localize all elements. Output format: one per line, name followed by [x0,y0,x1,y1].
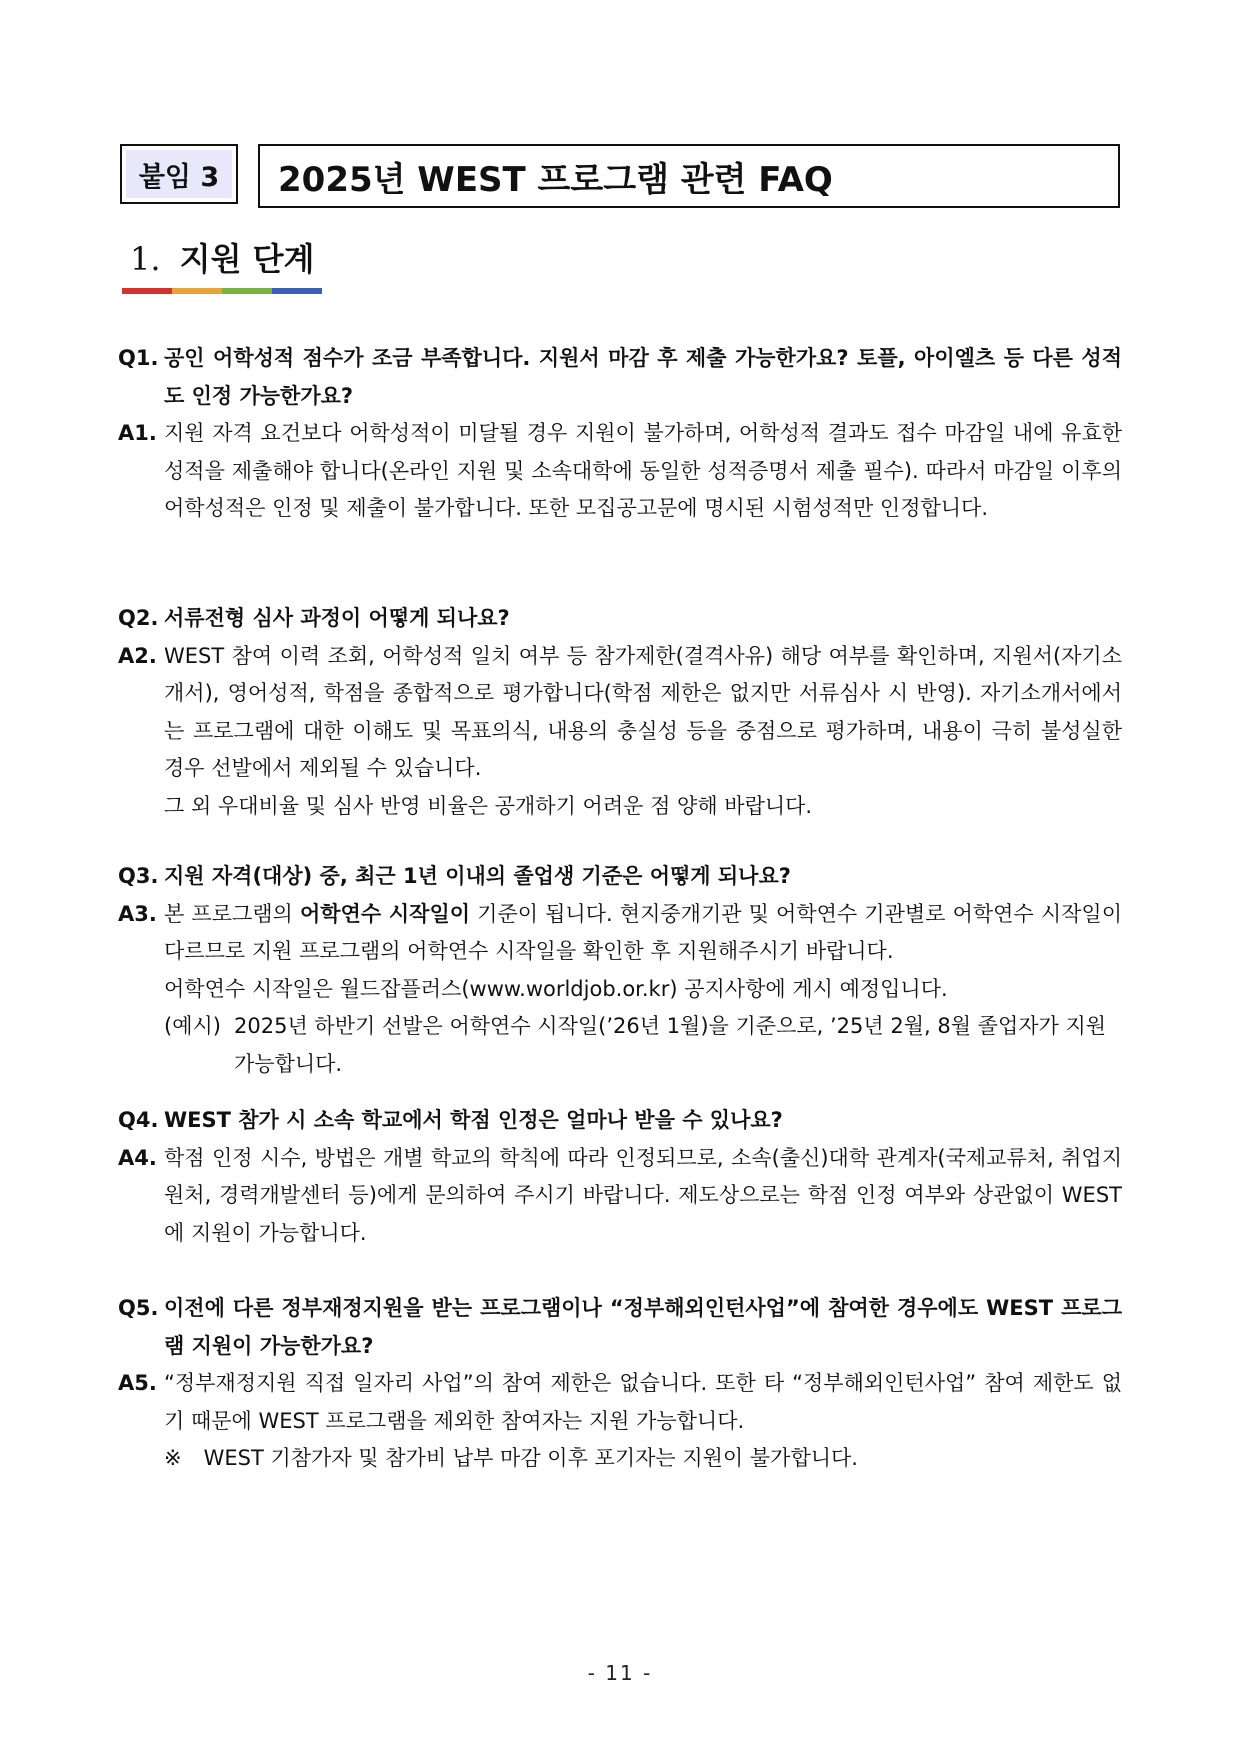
section-underline [122,288,322,294]
attachment-tag [120,144,238,204]
answer-label: A3. [118,901,157,926]
faq-item-2 [118,600,1122,825]
answer [118,415,1122,528]
answer-note [118,1440,1122,1478]
question-label: Q4. [118,1108,159,1132]
answer-text: WEST 참여 이력 조회, 어학성적 일치 여부 등 참가제한(결격사유) 해당 여부를 확인하며, 지원서(자기소개서), 영어성적, 학점을 종합적으로 평가합니다(학점 제한은 없지만 서류심사 시 반영). 자기소개서에서는 프로그램에 대한 이해도 및 목표의식, 내용의 충실성 등을 중점으로 평가하며, 내용이 극히 불성실한 경우 선발에서 제외될 수 있습니다. [164,643,1122,780]
question-text: 이전에 다른 정부재정지원을 받는 프로그램이나 “정부해외인턴사업”에 참여한 경우에도 WEST 프로그램 지원이 가능한가요? [164,1296,1122,1358]
answer-text: “정부재정지원 직접 일자리 사업”의 참여 제한은 없습니다. 또한 타 “정부해외인턴사업” 참여 제한도 없기 때문에 WEST 프로그램을 제외한 참여자는 지원 가능합니다. [164,1371,1122,1433]
example-text: 2025년 하반기 선발은 어학연수 시작일(’26년 1월)을 기준으로, ’25년 2월, 8월 졸업자가 지원 가능합니다. [234,1014,1107,1076]
underline-blue [272,288,322,294]
answer-label: A4. [118,1145,157,1170]
question [118,600,1122,638]
attachment-tag-label: 붙임 3 [126,150,232,198]
answer-label: A1. [118,421,157,445]
section-number: 1. [130,240,161,278]
faq-item-5 [118,1290,1122,1478]
page-title: 2025년 WEST 프로그램 관련 FAQ [258,144,1120,208]
answer-text: 학점 인정 시수, 방법은 개별 학교의 학칙에 따라 인정되므로, 소속(출신)대학 관계자(국제교류처, 취업지원처, 경력개발센터 등)에게 문의하여 주시기 바랍니다. 제도상으로는 학점 인정 여부와 상관없이 WEST에 지원이 가능합니다. [164,1145,1122,1245]
underline-green [222,288,272,294]
answer-extra: 그 외 우대비율 및 심사 반영 비율은 공개하기 어려운 점 양해 바랍니다. [164,793,813,818]
answer-label: A5. [118,1371,157,1395]
answer-text-pre: 본 프로그램의 [164,901,300,926]
note-mark: ※ [164,1446,182,1470]
answer-text: 지원 자격 요건보다 어학성적이 미달될 경우 지원이 불가하며, 어학성적 결과도 접수 마감일 내에 유효한 성적을 제출해야 합니다(온라인 지원 및 소속대학에 동일한 성적증명서 제출 필수). 따라서 마감일 이후의 어학성적은 인정 및 제출이 불가합니다. 또한 모집공고문에 명시된 시험성적만 인정합니다. [164,421,1122,520]
answer [118,1140,1122,1253]
answer-extra: 어학연수 시작일은 월드잡플러스(www.worldjob.or.kr) 공지사항에 게시 예정입니다. [164,976,948,1001]
faq-item-3 [118,858,1122,1083]
example-note [118,1008,1122,1083]
question-label: Q1. [118,346,159,370]
question-label: Q2. [118,606,159,630]
example-label: (예시) [164,1014,221,1038]
answer-text-post: 기준이 됩니다. 현지중개기관 및 어학연수 기관별로 어학연수 시작일이 다르므로 지원 프로그램의 어학연수 시작일을 확인한 후 지원해주시기 바랍니다. [164,901,1122,963]
underline-red [122,288,172,294]
faq-item-1 [118,340,1122,528]
note-text: WEST 기참가자 및 참가비 납부 마감 이후 포기자는 지원이 불가합니다. [203,1446,858,1470]
header [120,144,1120,208]
answer [118,638,1122,788]
question [118,340,1122,415]
question [118,858,1122,896]
answer [118,896,1122,971]
page-number: - 11 - [587,1661,653,1685]
answer-label: A2. [118,643,157,668]
question-text: 서류전형 심사 과정이 어떻게 되나요? [164,606,510,630]
section-heading [130,234,314,280]
answer-text-emphasis: 어학연수 시작일이 [299,901,471,926]
question-text: WEST 참가 시 소속 학교에서 학점 인정은 얼마나 받을 수 있나요? [164,1108,783,1132]
answer [118,1365,1122,1440]
question-label: Q5. [118,1296,159,1320]
section-title: 지원 단계 [179,240,315,278]
question-text: 공인 어학성적 점수가 조금 부족합니다. 지원서 마감 후 제출 가능한가요? 토플, 아이엘츠 등 다른 성적도 인정 가능한가요? [164,346,1122,408]
underline-orange [172,288,222,294]
faq-item-4 [118,1102,1122,1252]
question-label: Q3. [118,864,159,888]
question [118,1290,1122,1365]
question-text: 지원 자격(대상) 중, 최근 1년 이내의 졸업생 기준은 어떻게 되나요? [164,864,791,888]
question [118,1102,1122,1140]
